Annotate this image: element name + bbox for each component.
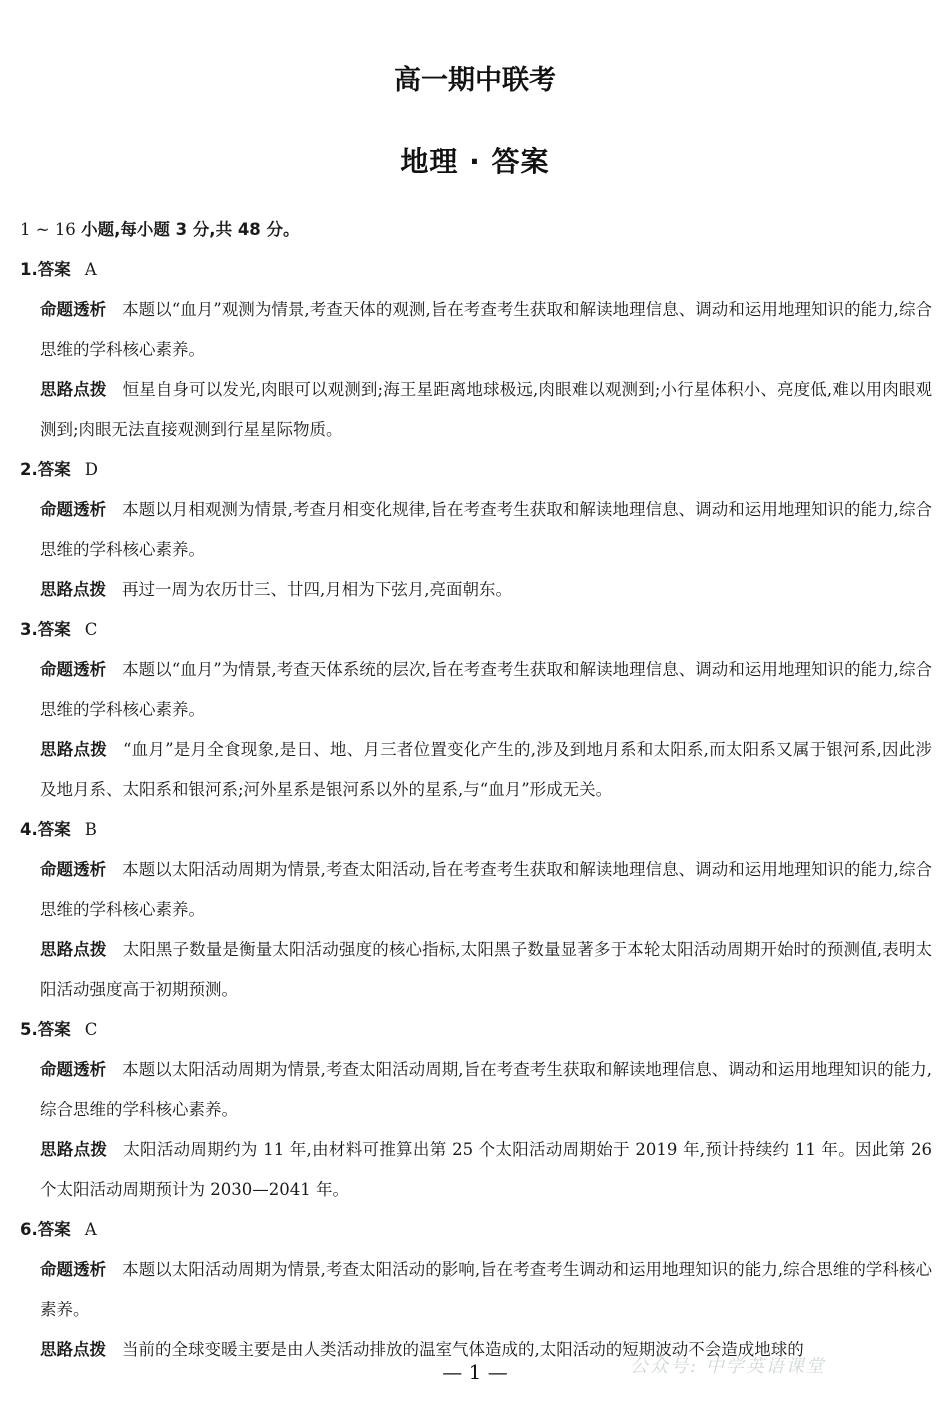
hint-text: 再过一周为农历廿三、廿四,月相为下弦月,亮面朝东。 bbox=[122, 580, 512, 599]
question-number: 2. bbox=[20, 460, 38, 479]
analysis-label: 命题透析 bbox=[40, 500, 107, 519]
answer-value: D bbox=[84, 460, 98, 479]
analysis-text: 本题以“血月”为情景,考查天体系统的层次,旨在考查考生获取和解读地理信息、调动和运用地理知识的能力,综合思维的学科核心素养。 bbox=[40, 660, 932, 719]
question-header bbox=[20, 1210, 932, 1250]
answer-label: 答案 bbox=[37, 1020, 71, 1039]
answer-label: 答案 bbox=[37, 460, 71, 479]
analysis-label: 命题透析 bbox=[40, 660, 107, 679]
analysis-paragraph bbox=[40, 1050, 932, 1130]
question-number: 1. bbox=[20, 260, 38, 279]
question-block bbox=[20, 1010, 932, 1210]
hint-label: 思路点拨 bbox=[40, 580, 106, 599]
question-header bbox=[20, 810, 932, 850]
analysis-paragraph bbox=[40, 1250, 932, 1330]
answer-content bbox=[20, 210, 932, 1370]
analysis-label: 命题透析 bbox=[40, 300, 107, 319]
question-header bbox=[20, 1010, 932, 1050]
analysis-text: 本题以“血月”观测为情景,考查天体的观测,旨在考查考生获取和解读地理信息、调动和运用地理知识的能力,综合思维的学科核心素养。 bbox=[40, 300, 932, 359]
analysis-paragraph bbox=[40, 650, 932, 730]
hint-label: 思路点拨 bbox=[40, 1340, 106, 1359]
answer-value: C bbox=[84, 1020, 98, 1039]
question-block bbox=[20, 810, 932, 1010]
answer-label: 答案 bbox=[37, 1220, 71, 1239]
hint-paragraph bbox=[40, 570, 932, 610]
question-header bbox=[20, 250, 932, 290]
hint-label: 思路点拨 bbox=[40, 740, 107, 759]
hint-paragraph bbox=[40, 370, 932, 450]
analysis-label: 命题透析 bbox=[40, 1260, 107, 1279]
question-block bbox=[20, 1210, 932, 1370]
question-header bbox=[20, 450, 932, 490]
analysis-text: 本题以太阳活动周期为情景,考查太阳活动周期,旨在考查考生获取和解读地理信息、调动和运用地理知识的能力,综合思维的学科核心素养。 bbox=[40, 1060, 932, 1119]
answer-value: A bbox=[84, 1220, 97, 1239]
question-number: 5. bbox=[20, 1020, 38, 1039]
page-number: — 1 — bbox=[442, 1360, 508, 1384]
intro-line bbox=[20, 210, 932, 250]
question-block bbox=[20, 610, 932, 810]
hint-text: 恒星自身可以发光,肉眼可以观测到;海王星距离地球极远,肉眼难以观测到;小行星体积小、亮度低,难以用肉眼观测到;肉眼无法直接观测到行星星际物质。 bbox=[40, 380, 933, 439]
answer-label: 答案 bbox=[37, 260, 71, 279]
hint-label: 思路点拨 bbox=[40, 940, 107, 959]
analysis-label: 命题透析 bbox=[40, 860, 107, 879]
hint-text: 太阳活动周期约为 11 年,由材料可推算出第 25 个太阳活动周期始于 2019 年,预计持续约 11 年。因此第 26 个太阳活动周期预计为 2030—2041 年。 bbox=[40, 1140, 932, 1199]
analysis-label: 命题透析 bbox=[40, 1060, 107, 1079]
question-block bbox=[20, 450, 932, 610]
hint-paragraph bbox=[40, 930, 932, 1010]
answer-value: C bbox=[84, 620, 98, 639]
question-number: 6. bbox=[20, 1220, 38, 1239]
answer-value: A bbox=[84, 260, 97, 279]
watermark: 公众号: 中学英语课堂 bbox=[630, 1356, 826, 1377]
answer-label: 答案 bbox=[37, 620, 71, 639]
analysis-paragraph bbox=[40, 290, 932, 370]
analysis-text: 本题以太阳活动周期为情景,考查太阳活动,旨在考查考生获取和解读地理信息、调动和运用地理知识的能力,综合思维的学科核心素养。 bbox=[40, 860, 932, 919]
hint-paragraph bbox=[40, 730, 932, 810]
answer-label: 答案 bbox=[37, 820, 71, 839]
question-header bbox=[20, 610, 932, 650]
hint-text: 当前的全球变暖主要是由人类活动排放的温室气体造成的,太阳活动的短期波动不会造成地球的 bbox=[122, 1340, 804, 1359]
answer-value: B bbox=[84, 820, 97, 839]
hint-text: 太阳黑子数量是衡量太阳活动强度的核心指标,太阳黑子数量显著多于本轮太阳活动周期开始时的预测值,表明太阳活动强度高于初期预测。 bbox=[40, 940, 933, 999]
hint-label: 思路点拨 bbox=[40, 380, 107, 399]
intro-text: 小题,每小题 3 分,共 48 分。 bbox=[81, 220, 300, 239]
question-number: 3. bbox=[20, 620, 38, 639]
analysis-paragraph bbox=[40, 850, 932, 930]
analysis-text: 本题以太阳活动周期为情景,考查太阳活动的影响,旨在考查考生调动和运用地理知识的能力,综合思维的学科核心素养。 bbox=[40, 1260, 932, 1319]
analysis-paragraph bbox=[40, 490, 932, 570]
hint-label: 思路点拨 bbox=[40, 1140, 108, 1159]
question-block bbox=[20, 250, 932, 450]
page-subtitle: 地理 · 答案 bbox=[400, 145, 550, 178]
question-number: 4. bbox=[20, 820, 38, 839]
intro-range: 1 ~ 16 bbox=[20, 220, 76, 239]
hint-paragraph bbox=[40, 1130, 932, 1210]
page-title: 高一期中联考 bbox=[394, 65, 556, 96]
analysis-text: 本题以月相观测为情景,考查月相变化规律,旨在考查考生获取和解读地理信息、调动和运用地理知识的能力,综合思维的学科核心素养。 bbox=[40, 500, 932, 559]
hint-text: “血月”是月全食现象,是日、地、月三者位置变化产生的,涉及到地月系和太阳系,而太阳系又属于银河系,因此涉及地月系、太阳系和银河系;河外星系是银河系以外的星系,与“血月”形成无关。 bbox=[40, 740, 933, 799]
